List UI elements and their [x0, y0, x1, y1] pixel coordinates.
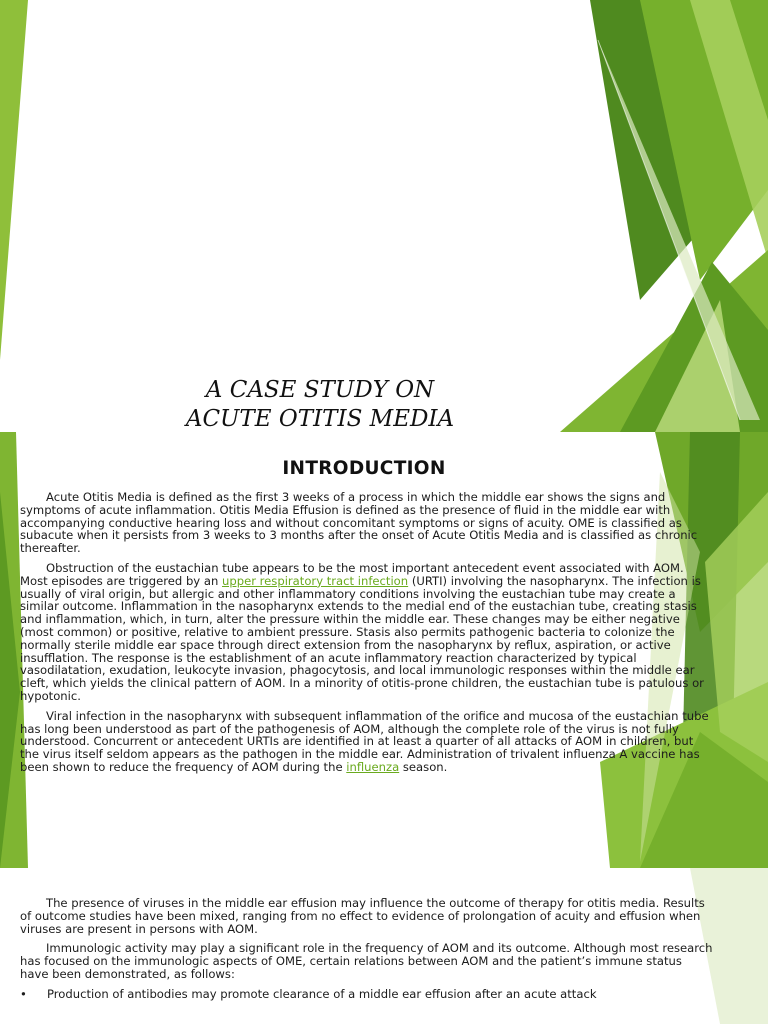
text-segment: (URTI) involving the nasopharynx. The infection is usually of viral origin, but allergic and other inflammatory conditions involving the eustachian tube may create a similar outcome. Inflammation in the nasopharynx extends to the medial end of the eustachian tube, creating stasis and inflammation, which, in turn, alter the pressure within the middle ear. These changes may be either negative (most common) or positive, relative to ambient pressure. Stasis also permits pathogenic bacteria to colonize the normally sterile middle ear space through direct extension from the nasopharynx by reflux, aspiration, or active insufflation. The response is the establishment of an acute inflammatory reaction characterized by typical vasodilatation, exudation, leukocyte invasion, phagocytosis, and local immunologic responses within the middle ear cleft, which yields the clinical pattern of AOM. In a minority of otitis-prone children, the eustachian tube is patulous or hypotonic.: [20, 573, 704, 703]
green-facet-decoration: [0, 0, 768, 432]
paragraph-viral-infection: [20, 710, 714, 774]
bullet-item: [20, 988, 714, 1001]
influenza-link[interactable]: influenza: [346, 759, 400, 774]
text-segment: season.: [399, 759, 448, 774]
paragraph-virus-outcome: The presence of viruses in the middle ear effusion may influence the outcome of therapy for otitis media. Results of outcome studies have been mixed, ranging from no effect to evidence of prolongation of acuity and effusion when viruses are present in persons with AOM.: [20, 896, 705, 936]
section-heading: INTRODUCTION: [282, 458, 446, 479]
introduction-body: [20, 491, 714, 781]
paragraph-definition: Acute Otitis Media is defined as the first 3 weeks of a process in which the middle ear shows the signs and symptoms of acute inflammation. Otitis Media Effusion is defined as the presence of fluid in the middle ear with accompanying conductive hearing loss and without concomitant symptoms or signs of acuity. OME is classified as subacute when it persists from 3 weeks to 3 months after the onset of Acute Otitis Media and is classified as chronic thereafter.: [20, 490, 698, 556]
paragraph-pathogenesis: [20, 562, 714, 703]
title-slide: [0, 0, 768, 432]
text-segment: Viral infection in the nasopharynx with subsequent inflammation of the orifice and mucosa of the eustachian tube has long been understood as part of the pathogenesis of AOM, although the complete role of the virus is not fully understood. Concurrent or antecedent URTIs are identified in at least a quarter of all attacks of AOM in children, but the virus itself seldom appears as the pathogen in the middle ear. Administration of trivalent influenza A vaccine has been shown to reduce the frequency of AOM during the: [20, 708, 709, 774]
bullet-marker: •: [20, 986, 27, 1001]
introduction-slide: [0, 432, 768, 868]
urti-link[interactable]: upper respiratory tract infection: [222, 573, 409, 588]
bullet-text: Production of antibodies may promote clearance of a middle ear effusion after an acute attack: [47, 986, 597, 1001]
text-segment: Obstruction of the eustachian tube appears to be the most important antecedent event associated with AOM. Most episodes are triggered by an: [20, 560, 684, 588]
presentation-title: [150, 376, 490, 432]
continuation-slide: [0, 868, 768, 1024]
paragraph-immunologic: Immunologic activity may play a significant role in the frequency of AOM and its outcome. Although most research has focused on the immunologic aspects of OME, certain relations between AOM and the patient’s immune status have been demonstrated, as follows:: [20, 941, 713, 981]
continuation-body: [20, 897, 714, 1008]
title-line-2: ACUTE OTITIS MEDIA: [185, 406, 455, 432]
title-line-1: A CASE STUDY ON: [205, 377, 435, 403]
